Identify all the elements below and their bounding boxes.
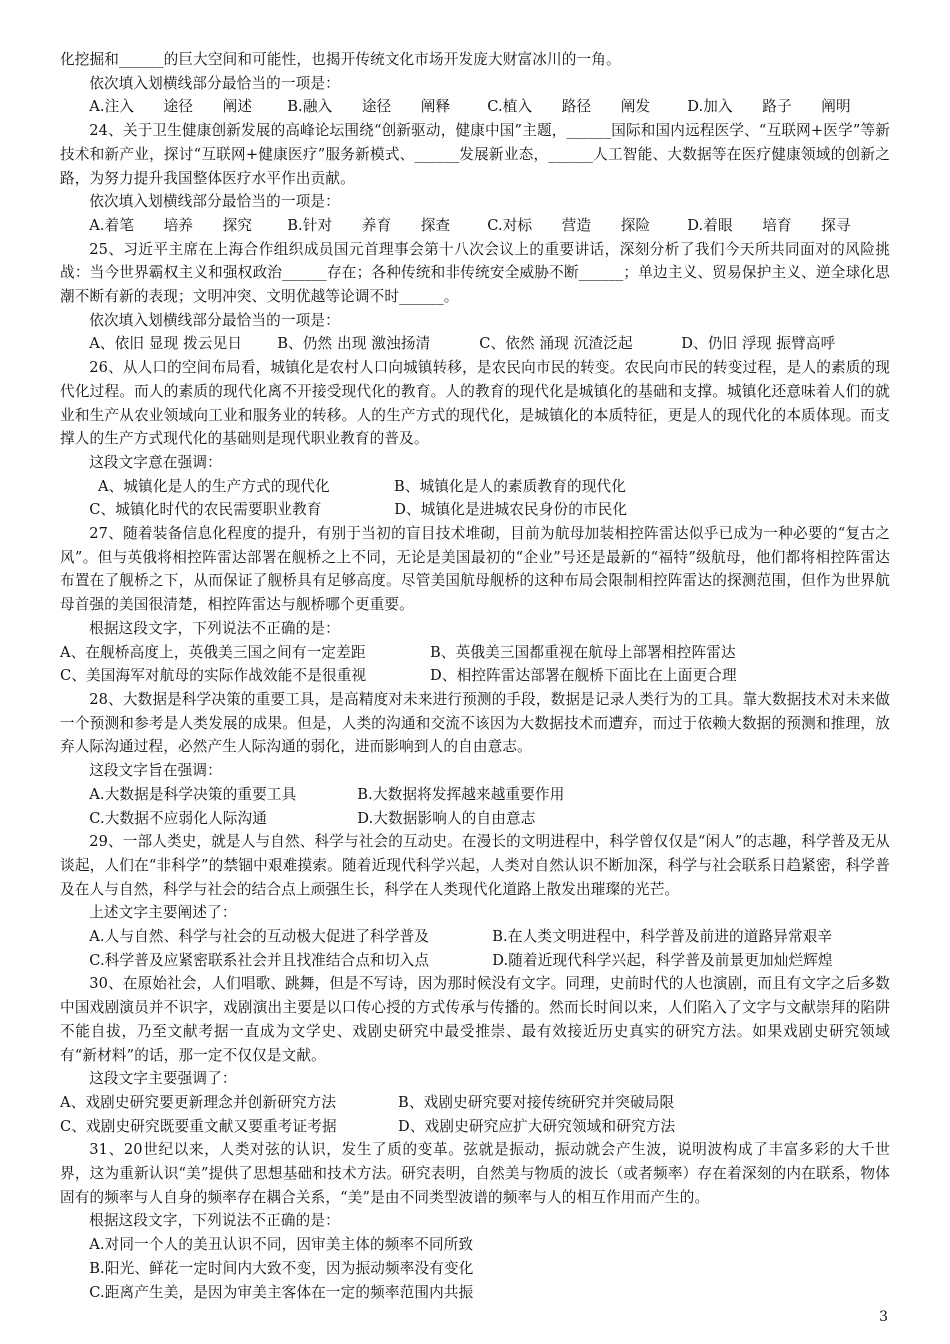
answer-options-row (60, 807, 890, 831)
answer-option: D.着眼 培育 探寻 (687, 216, 851, 234)
passage-paragraph: 30、在原始社会，人们唱歌、跳舞，但是不写诗，因为那时候没有文字。同理，史前时代的人也演剧，而且有文字之后多数中国戏剧演员并不识字，戏剧演出主要是以口传心授的方式传承与传播的。然而长时间以来，人们陷入了文字与文献崇拜的陷阱不能自拔，乃至文献考据一直成为文学史、戏剧史研究中最受推崇、最有效接近历史真实的研究方法。如果戏剧史研究领域有“新材料”的话，那一定不仅仅是文献。 (60, 975, 890, 1064)
answer-option: A.注入 途径 阐述 (89, 98, 253, 116)
answer-options-row (60, 783, 890, 807)
answer-option: B.融入 途径 阐释 (287, 98, 451, 116)
question-prompt: 这段文字旨在强调： (89, 762, 222, 780)
passage-paragraph: 化挖掘和______的巨大空间和可能性，也揭开传统文化市场开发庞大财富冰川的一角。 (60, 51, 621, 68)
answer-options-row (60, 95, 890, 119)
answer-option: D.随着近现代科学兴起，科学普及前景更加灿烂辉煌 (492, 951, 833, 969)
answer-option: D、城镇化是进城农民身份的市民化 (394, 501, 628, 519)
question-prompt: 依次填入划横线部分最恰当的一项是： (89, 193, 340, 211)
answer-option: C、依然 涌现 沉渣泛起 (479, 335, 633, 353)
answer-option: B、城镇化是人的素质教育的现代化 (393, 477, 626, 495)
answer-option: C、戏剧史研究既要重文献又要重考证考据 (60, 1117, 337, 1135)
passage-paragraph: 25、习近平主席在上海合作组织成员国元首理事会第十八次会议上的重要讲话，深刻分析了我们今天所共同面对的风险挑战：当今世界霸权主义和强权政治______存在；各种传统和非传统安全威胁不断______；单边主义、贸易保护主义、逆全球化思潮不断有新的表现；文明冲突、文明优越等论调不时______。 (60, 240, 890, 306)
answer-options-row (60, 475, 890, 499)
passage-paragraph: 31、20世纪以来，人类对弦的认识，发生了质的变革。弦就是振动，振动就会产生波，说明波构成了丰富多彩的大千世界，这为重新认识“美”提供了思想基础和技术方法。研究表明，自然美与物质的波长（或者频率）存在着深刻的内在联系，物体固有的频率与人自身的频率存在耦合关系，“美”是由不同类型波谱的频率与人的相互作用而产生的。 (60, 1141, 890, 1206)
answer-option: C、美国海军对航母的实际作战效能不是很重视 (60, 667, 367, 685)
answer-option: A.人与自然、科学与社会的互动极大促进了科学普及 (89, 928, 430, 946)
question-prompt: C.距离产生美，是因为审美主客体在一定的频率范围内共振 (89, 1283, 474, 1301)
answer-options-row (60, 332, 890, 356)
answer-option: A、戏剧史研究要更新理念并创新研究方法 (60, 1093, 337, 1111)
answer-option: B.大数据将发挥越来越重要作用 (357, 785, 565, 803)
answer-option: A、城镇化是人的生产方式的现代化 (97, 477, 330, 495)
answer-option: B、戏剧史研究要对接传统研究并突破局限 (398, 1093, 675, 1111)
passage-paragraph: 28、大数据是科学决策的重要工具，是高精度对未来进行预测的手段，数据是记录人类行为的工具。靠大数据技术对未来做一个预测和参考是人类发展的成果。但是，人类的沟通和交流不该因为大数据技术而遭弃，而过于依赖大数据的预测和推理，放弃人际沟通过程，必然产生人际沟通的弱化，进而影响到人的自由意志。 (60, 690, 890, 756)
answer-option: B.在人类文明进程中，科学普及前进的道路异常艰辛 (492, 928, 833, 946)
answer-option: A、依旧 显现 拨云见日 (89, 335, 243, 353)
question-prompt: 根据这段文字，下列说法不正确的是： (89, 619, 340, 637)
answer-option: C.对标 营造 探险 (487, 216, 651, 234)
answer-option: D、戏剧史研究应扩大研究领域和研究方法 (398, 1117, 676, 1135)
answer-option: C.科学普及应紧密联系社会并且找准结合点和切入点 (89, 951, 430, 969)
question-prompt: 上述文字主要阐述了： (89, 904, 237, 922)
answer-option: A.大数据是科学决策的重要工具 (89, 785, 297, 803)
question-prompt: 依次填入划横线部分最恰当的一项是： (89, 74, 340, 92)
question-prompt: B.阳光、鲜花一定时间内大致不变，因为振动频率没有变化 (89, 1259, 474, 1277)
answer-option: B.针对 养育 探查 (287, 216, 451, 234)
page-number: 3 (879, 1309, 888, 1325)
answer-option: C、城镇化时代的农民需要职业教育 (89, 501, 322, 519)
answer-option: C.大数据不应弱化人际沟通 (89, 809, 267, 827)
answer-option: A.着笔 培养 探究 (89, 216, 253, 234)
answer-option: D.加入 路子 阐明 (687, 98, 851, 116)
passage-paragraph: 29、一部人类史，就是人与自然、科学与社会的互动史。在漫长的文明进程中，科学曾仅仅是“闲人”的志趣，科学普及无从谈起，人们在“非科学”的禁锢中艰难摸索。随着近现代科学兴起，人类对自然认识不断加深，科学与社会联系日趋紧密，科学普及在人与自然，科学与社会的结合点上顽强生长，科学在人类现代化道路上散发出璀璨的光芒。 (60, 833, 890, 898)
answer-option: B、仍然 出现 激浊扬清 (277, 335, 431, 353)
passage-paragraph: 27、随着装备信息化程度的提升，有别于当初的盲目技术堆砌，目前为航母加装相控阵雷达似乎已成为一种必要的“复古之风”。但与英俄将相控阵雷达部署在舰桥之上不同，无论是美国最初的“企业”号还是最新的“福特”级航母，他们都将相控阵雷达布置在了舰桥之下，从而保证了舰桥具有足够高度。尽管美国航母舰桥的这种布局会限制相控阵雷达的探测范围，但作为世界航母首强的美国很清楚，相控阵雷达与舰桥哪个更重要。 (60, 525, 890, 614)
answer-options-row (60, 641, 890, 665)
question-prompt: A.对同一个人的美丑认识不同，因审美主体的频率不同所致 (89, 1236, 474, 1254)
question-prompt: 依次填入划横线部分最恰当的一项是： (89, 311, 340, 329)
answer-option: D.大数据影响人的自由意志 (357, 809, 536, 827)
question-prompt: 根据这段文字，下列说法不正确的是： (89, 1212, 340, 1230)
document-body (60, 48, 890, 1304)
question-prompt: 这段文字意在强调： (89, 453, 222, 471)
answer-options-row (60, 664, 890, 688)
answer-option: A、在舰桥高度上，英俄美三国之间有一定差距 (60, 643, 366, 661)
answer-options-row (60, 1091, 890, 1115)
question-prompt: 这段文字主要强调了： (89, 1070, 237, 1088)
passage-paragraph: 24、关于卫生健康创新发展的高峰论坛围绕“创新驱动，健康中国”主题，______国际和国内远程医学、“互联网+医学”等新技术和新产业，探讨“互联网+健康医疗”服务新模式、______发展新业态，______人工智能、大数据等在医疗健康领域的创新之路，为努力提升我国整体医疗水平作出贡献。 (60, 122, 890, 187)
answer-options-row (60, 1115, 890, 1139)
answer-option: C.植入 路径 阐发 (487, 98, 651, 116)
answer-option: D、仍旧 浮现 振臂高呼 (681, 335, 836, 353)
answer-options-row (60, 214, 890, 238)
answer-options-row (60, 925, 890, 949)
answer-option: B、英俄美三国都重视在航母上部署相控阵雷达 (430, 643, 736, 661)
answer-options-row (60, 498, 890, 522)
answer-options-row (60, 949, 890, 973)
answer-option: D、相控阵雷达部署在舰桥下面比在上面更合理 (430, 667, 737, 685)
passage-paragraph: 26、从人口的空间布局看，城镇化是农村人口向城镇转移，是农民向市民的转变。农民向市民的转变过程，是人的素质的现代化过程。而人的素质的现代化离不开接受现代化的教育。人的教育的现代化是城镇化的基础和支撑。城镇化还意味着人们的就业和生产从农业领域向工业和服务业的转移。人的生产方式的现代化，是城镇化的本质特征，更是人的现代化的本质体现。而支撑人的生产方式现代化的基础则是现代职业教育的普及。 (60, 359, 890, 448)
